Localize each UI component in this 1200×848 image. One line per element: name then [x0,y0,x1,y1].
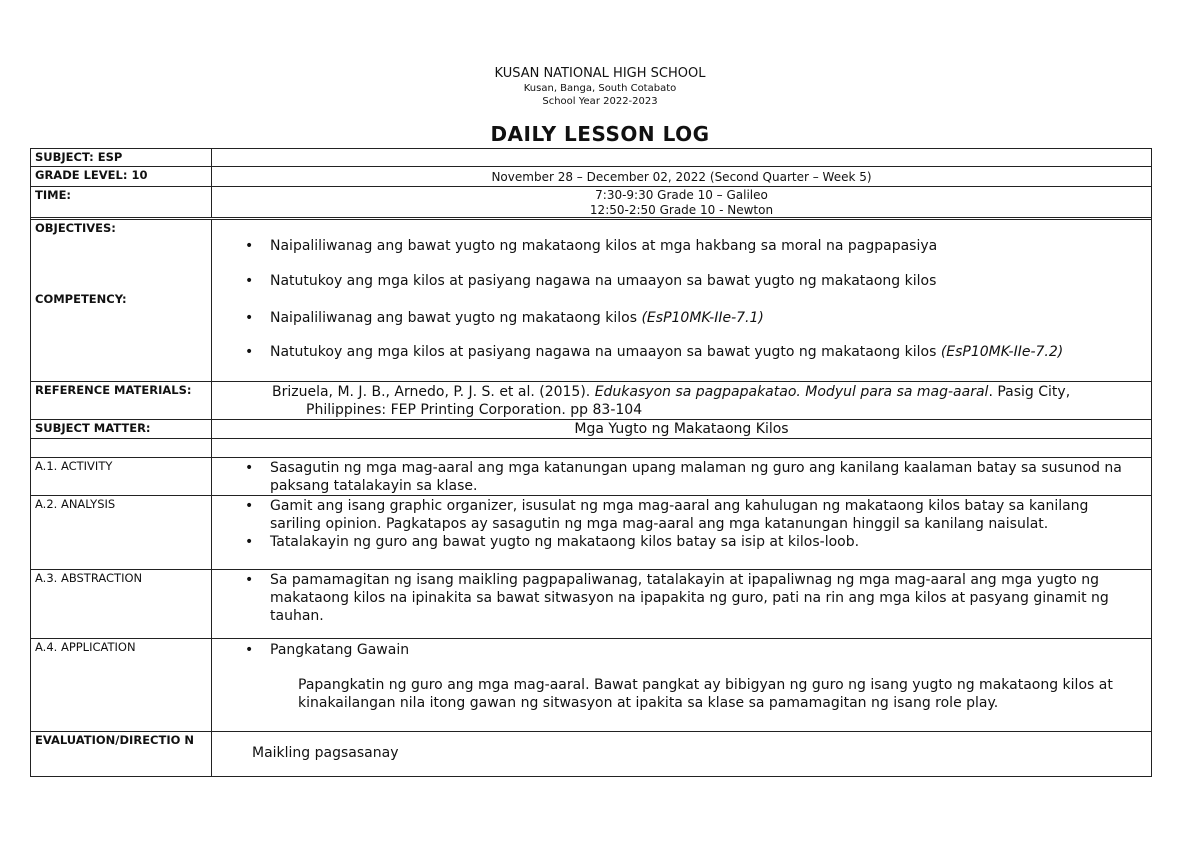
reference-value [212,382,1151,419]
abstraction-label: A.3. ABSTRACTION [31,570,212,638]
abstraction-row [31,570,1151,639]
document-header [0,66,1200,108]
list-item: • Natutukoy ang mga kilos at pasiyang nagawa na umaayon sa bawat yugto ng makataong kilos (EsP10MK-IIe-7.2) [242,343,1141,361]
application-list [242,641,1141,659]
objectives-list [242,237,1141,290]
list-item: • Naipaliliwanag ang bawat yugto ng makataong kilos at mga hakbang sa moral na pagpapasiya [242,237,1141,255]
time-line: 7:30-9:30 Grade 10 – Galileo [595,188,768,202]
school-address: Kusan, Banga, South Cotabato [523,83,677,94]
activity-row [31,458,1151,496]
objectives-cell [31,220,212,381]
application-label: A.4. APPLICATION [31,639,212,731]
analysis-label: A.2. ANALYSIS [31,496,212,569]
activity-label: A.1. ACTIVITY [31,458,212,495]
subject-row [31,149,1151,167]
evaluation-label: EVALUATION/DIRECTIO N [31,732,212,776]
analysis-list [242,497,1141,551]
application-text: Papangkatin ng guro ang mga mag-aaral. Bawat pangkat ay bibigyan ng guro ng isang yugto ng makataong kilos at kinakailangan nila itong gawan ng sitwasyon at ipakita sa klase sa pamamagitan ng isang role play. [298,677,1113,711]
time-line: 12:50-2:50 Grade 10 - Newton [589,203,774,217]
analysis-row [31,496,1151,570]
subject-matter-row [31,420,1151,439]
list-item: • Sa pamamagitan ng isang maikling pagpapaliwanag, tatalakayin at ipapaliwnag ng mga mag-aaral ang mga yugto ng makataong kilos na ipinakita sa bawat sitwasyon na ipapakita ng guro, pati na rin ang mga kilos at pasyang ginamit ng tauhan. [242,571,1141,625]
grade-label: GRADE LEVEL: 10 [31,167,212,186]
application-row [31,639,1151,732]
list-item: • Gamit ang isang graphic organizer, isusulat ng mga mag-aaral ang kahulugan ng makataong kilos batay sa kanilang sariling opinion. Pagkatapos ay sasagutin ng mga mag-aaral ang mga katanungan hinggil sa kanilang naisulat. [242,497,1141,533]
grade-row [31,167,1151,187]
page-title: DAILY LESSON LOG [490,122,710,146]
list-item: • Natutukoy ang mga kilos at pasiyang nagawa na umaayon sa bawat yugto ng makataong kilos [242,272,1141,290]
objectives-content [212,220,1151,381]
time-label: TIME: [31,187,212,217]
grade-value: November 28 – December 02, 2022 (Second Quarter – Week 5) [491,170,872,184]
analysis-content [212,496,1151,569]
subject-matter-value: Mga Yugto ng Makataong Kilos [574,421,789,437]
activity-list [242,459,1141,495]
subject-matter-label: SUBJECT MATTER: [31,420,212,438]
spacer-value [212,439,1151,457]
list-item: • Pangkatang Gawain [242,641,1141,659]
evaluation-row [31,732,1151,776]
time-value [212,187,1151,217]
time-row [31,187,1151,220]
spacer-row [31,439,1151,458]
objectives-row [31,220,1151,382]
list-item: • Naipaliliwanag ang bawat yugto ng makataong kilos (EsP10MK-IIe-7.1) [242,309,1141,327]
competency-label: COMPETENCY: [35,292,127,306]
lesson-log-table [30,148,1152,777]
abstraction-list [242,571,1141,625]
spacer-label [31,439,212,457]
application-content [212,639,1151,731]
abstraction-content [212,570,1151,638]
subject-value [212,149,1151,166]
list-item: • Sasagutin ng mga mag-aaral ang mga katanungan upang malaman ng guro ang kanilang kaalaman batay sa susunod na paksang tatalakayin sa klase. [242,459,1141,495]
reference-citation: Brizuela, M. J. B., Arnedo, P. J. S. et al. (2015). Edukasyon sa pagpapakatao. Modyul para sa mag-aaral. Pasig City, Philippines: FEP Printing Corporation. pp 83-104 [272,384,1071,418]
reference-label: REFERENCE MATERIALS: [31,382,212,419]
list-item: • Tatalakayin ng guro ang bawat yugto ng makataong kilos batay sa isip at kilos-loob. [242,533,1141,551]
competency-list [242,309,1141,361]
subject-label: SUBJECT: ESP [31,149,212,166]
evaluation-value: Maikling pagsasanay [252,745,399,761]
school-name: KUSAN NATIONAL HIGH SCHOOL [494,66,706,81]
objectives-label: OBJECTIVES: [35,221,116,235]
reference-row [31,382,1151,420]
school-year: School Year 2022-2023 [542,96,658,107]
activity-content [212,458,1151,495]
